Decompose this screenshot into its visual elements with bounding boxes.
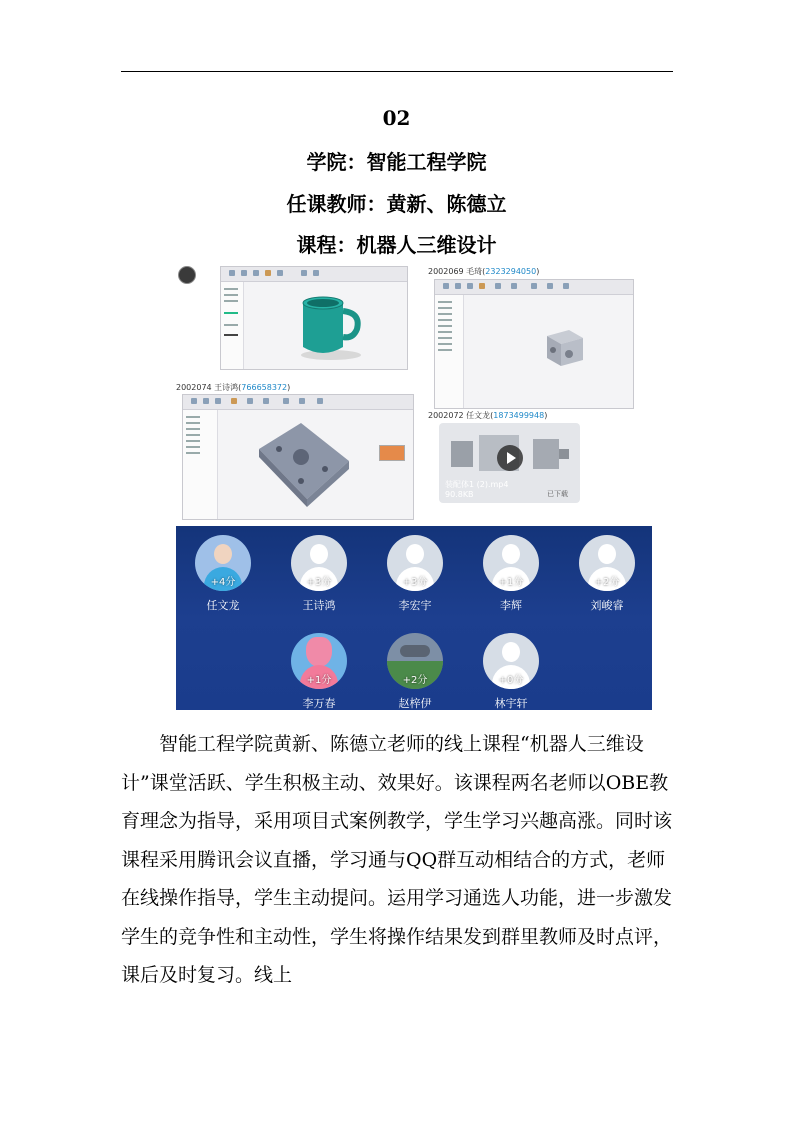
avatar: +1分 bbox=[483, 535, 539, 591]
avatar: +0分 bbox=[483, 633, 539, 689]
block-model-icon bbox=[539, 326, 589, 370]
feature-tree bbox=[221, 282, 244, 369]
article-body bbox=[121, 725, 681, 995]
feature-tree bbox=[183, 410, 218, 519]
student-card[interactable] bbox=[178, 535, 268, 613]
avatar: +3分 bbox=[387, 535, 443, 591]
screenshot-mug-model bbox=[176, 262, 410, 374]
user-avatar-icon bbox=[178, 266, 196, 284]
cad-toolbar bbox=[221, 267, 407, 282]
plate-model-icon bbox=[249, 419, 359, 511]
cad-window bbox=[434, 279, 634, 409]
video-card[interactable] bbox=[439, 423, 580, 503]
student-name: 刘峻睿 bbox=[590, 599, 624, 612]
student-name: 李万春 bbox=[302, 697, 336, 710]
mug-model-icon bbox=[291, 291, 371, 363]
student-name: 赵梓伊 bbox=[398, 697, 432, 710]
download-status: 已下载 bbox=[547, 490, 568, 498]
video-filename: 装配体1 (2).mp4 bbox=[445, 480, 509, 489]
screenshot-plate-model bbox=[176, 381, 416, 521]
part-thumbnail bbox=[379, 445, 405, 461]
avatar: +2分 bbox=[579, 535, 635, 591]
cad-toolbar bbox=[183, 395, 413, 410]
student-name: 王诗鸿 bbox=[302, 599, 336, 612]
avatar: +3分 bbox=[291, 535, 347, 591]
student-score-board bbox=[176, 526, 652, 710]
cad-window bbox=[220, 266, 408, 370]
header-rule bbox=[121, 71, 673, 72]
student-name: 林宇轩 bbox=[494, 697, 528, 710]
section-number: 02 bbox=[382, 106, 411, 130]
student-card[interactable] bbox=[370, 535, 460, 613]
play-icon[interactable] bbox=[497, 445, 523, 471]
student-card[interactable] bbox=[562, 535, 652, 613]
video-size: 90.8KB bbox=[445, 490, 474, 499]
student-card[interactable] bbox=[274, 535, 364, 613]
body-paragraph: 智能工程学院黄新、陈德立老师的线上课程“机器人三维设计”课堂活跃、学生积极主动、效果好。该课程两名老师以OBE教育理念为指导，采用项目式案例教学，学生学习兴趣高涨。同时该课程采用腾讯会议直播，学习通与QQ群互动相结合的方式，老师在线操作指导，学生主动提问。运用学习通选人功能，进一步激发学生的竞争性和主动性，学生将操作结果发到群里教师及时点评，课后及时复习。线上 bbox=[121, 733, 673, 986]
screenshot-block-model bbox=[426, 265, 634, 411]
avatar: +4分 bbox=[195, 535, 251, 591]
screenshot-video-file bbox=[426, 409, 588, 507]
student-card[interactable] bbox=[274, 633, 364, 711]
student-name: 李辉 bbox=[500, 599, 522, 612]
screenshot-caption: 2002072 任文龙(1873499948) bbox=[428, 411, 548, 420]
screenshot-caption: 2002074 王诗鸿(766658372) bbox=[176, 383, 291, 392]
student-card[interactable] bbox=[466, 535, 556, 613]
avatar: +1分 bbox=[291, 633, 347, 689]
avatar: +2分 bbox=[387, 633, 443, 689]
student-card[interactable] bbox=[370, 633, 460, 711]
feature-tree bbox=[435, 295, 464, 408]
student-name: 任文龙 bbox=[206, 599, 240, 612]
college-title: 学院：智能工程学院 bbox=[306, 150, 487, 174]
teachers-title: 任课教师：黄新、陈德立 bbox=[286, 192, 507, 216]
course-title: 课程：机器人三维设计 bbox=[296, 233, 497, 257]
cad-toolbar bbox=[435, 280, 633, 295]
student-name: 李宏宇 bbox=[398, 599, 432, 612]
screenshot-caption: 2002069 毛琦(2323294050) bbox=[428, 267, 540, 276]
cad-window bbox=[182, 394, 414, 520]
student-card[interactable] bbox=[466, 633, 556, 711]
